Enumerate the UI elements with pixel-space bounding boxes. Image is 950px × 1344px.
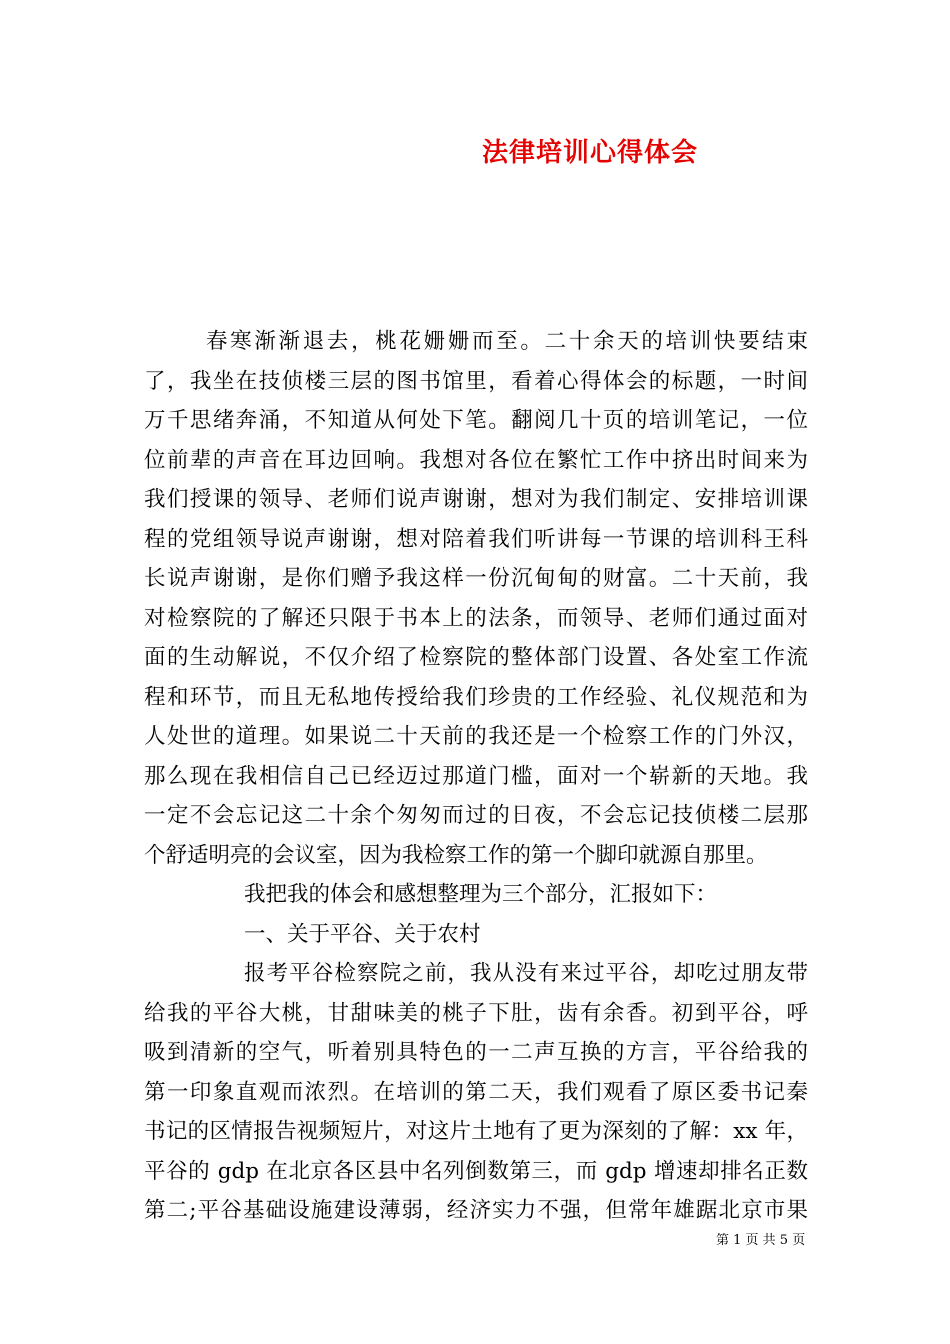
body-line: 万千思绪奔涌，不知道从何处下笔。翻阅几十页的培训笔记，一位 <box>144 408 808 433</box>
body-line: 春寒渐渐退去，桃花姗姗而至。二十余天的培训快要结束 <box>206 329 808 354</box>
body-line: 程和环节，而且无私地传授给我们珍贵的工作经验、礼仪规范和为 <box>144 684 808 710</box>
body-line: 那么现在我相信自己已经迈过那道门槛，面对一个崭新的天地。我 <box>144 763 808 789</box>
body-line: 了，我坐在技侦楼三层的图书馆里，看着心得体会的标题，一时间 <box>144 368 808 394</box>
body-line: 报考平谷检察院之前，我从没有来过平谷，却吃过朋友带 <box>244 961 808 986</box>
body-line: 一、关于平谷、关于农村 <box>244 921 481 947</box>
document-title: 法律培训心得体会 <box>481 138 698 168</box>
body-line: 个舒适明亮的会议室，因为我检察工作的第一个脚印就源自那里。 <box>144 842 768 868</box>
body-line: 程的党组领导说声谢谢，想对陪着我们听讲每一节课的培训科王科 <box>144 526 808 552</box>
body-line: 人处世的道理。如果说二十天前的我还是一个检察工作的门外汉， <box>144 724 808 749</box>
document-body <box>144 322 808 1231</box>
body-line: 我们授课的领导、老师们说声谢谢，想对为我们制定、安排培训课 <box>144 487 808 512</box>
body-line: 长说声谢谢，是你们赠予我这样一份沉甸甸的财富。二十天前，我 <box>144 566 808 591</box>
body-line: 对检察院的了解还只限于书本上的法条，而领导、老师们通过面对 <box>144 605 808 631</box>
body-line: 第一印象直观而浓烈。在培训的第二天，我们观看了原区委书记秦 <box>144 1079 808 1105</box>
body-line: 位前辈的声音在耳边回响。我想对各位在繁忙工作中挤出时间来为 <box>144 447 808 473</box>
body-line: 书记的区情报告视频短片，对这片土地有了更为深刻的了解：xx 年， <box>144 1119 808 1144</box>
body-line: 我把我的体会和感想整理为三个部分，汇报如下： <box>244 882 718 907</box>
page-footer: 第 1 页 共 5 页 <box>716 1233 806 1248</box>
body-line: 平谷的 gdp 在北京各区县中名列倒数第三，而 gdp 增速却排名正数 <box>144 1158 808 1184</box>
body-line: 第二;平谷基础设施建设薄弱，经济实力不强，但常年雄踞北京市果 <box>144 1198 808 1223</box>
body-line: 给我的平谷大桃，甘甜味美的桃子下肚，齿有余香。初到平谷，呼 <box>144 1000 808 1026</box>
body-line: 一定不会忘记这二十余个匆匆而过的日夜，不会忘记技侦楼二层那 <box>144 803 808 828</box>
body-line: 面的生动解说，不仅介绍了检察院的整体部门设置、各处室工作流 <box>144 645 808 670</box>
body-line: 吸到清新的空气，听着别具特色的一二声互换的方言，平谷给我的 <box>144 1040 808 1065</box>
